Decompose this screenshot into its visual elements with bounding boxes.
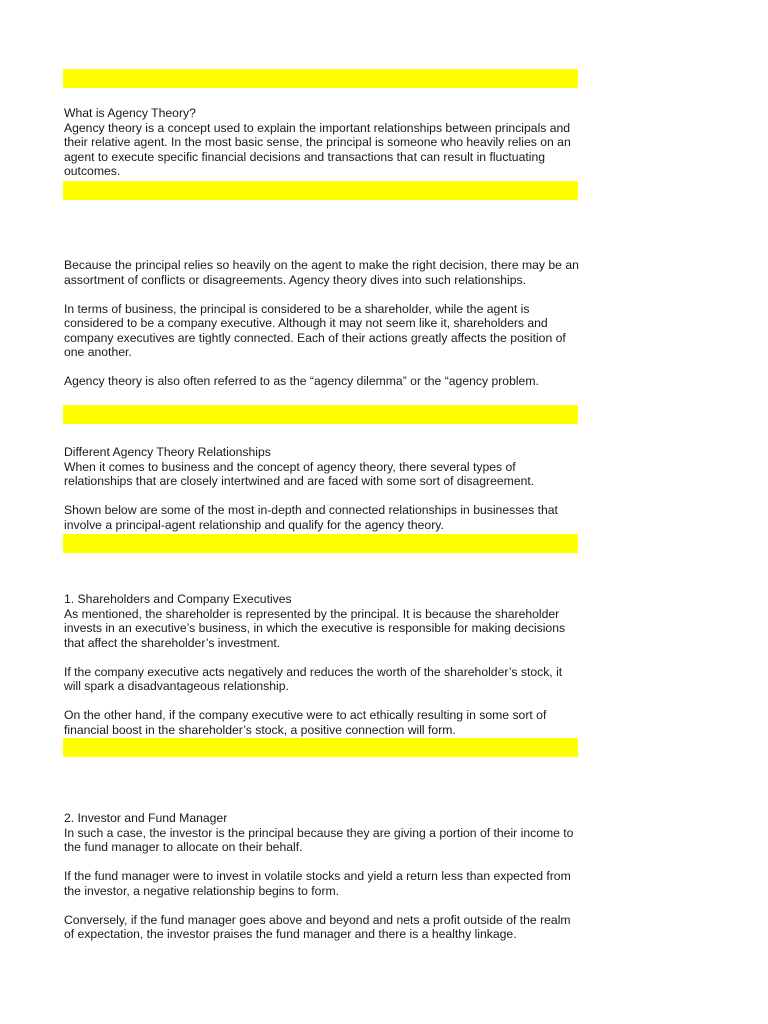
paragraph: 1. Shareholders and Company Executives As mentioned, the shareholder is represented by the principal. It is because the shareholder invests in an executive’s business, in which the executive is responsible for making decisions that affect the shareholder’s investment. (64, 592, 566, 650)
paragraph: Conversely, if the fund manager goes above and beyond and nets a profit outside of the realm of expectation, the investor praises the fund manager and there is a healthy linkage. (64, 912, 571, 942)
section-investor-fund-manager (64, 811, 580, 942)
section-different-relationships (64, 445, 580, 532)
paragraph: If the fund manager were to invest in volatile stocks and yield a return less than expected from the investor, a negative relationship begins to form. (64, 869, 571, 898)
paragraph: In terms of business, the principal is considered to be a shareholder, while the agent is considered to be a company executive. Although it may not seem like it, shareholders and company executives are tightly connected. Each of their actions greatly affects the position of one another. (64, 301, 566, 360)
paragraph: Because the principal relies so heavily on the agent to make the right decision, there may be an assortment of conflicts or disagreements. Agency theory dives into such relationships. (64, 258, 579, 287)
paragraph: If the company executive acts negatively and reduces the worth of the shareholder’s stock, it will spark a disadvantageous relationship. (64, 664, 563, 694)
section-what-is-agency-theory (64, 106, 580, 179)
paragraph: 2. Investor and Fund Manager In such a case, the investor is the principal because they are giving a portion of their income to the fund manager to allocate on their behalf. (64, 811, 574, 855)
section-principal-agent-conflicts (64, 258, 580, 389)
highlight-band (63, 534, 578, 553)
paragraph: Shown below are some of the most in-depth and connected relationships in businesses that involve a principal-agent relationship and qualify for the agency theory. (64, 503, 558, 532)
section-shareholders-executives (64, 592, 580, 738)
highlight-band (63, 69, 578, 88)
paragraph: What is Agency Theory? Agency theory is a concept used to explain the important relationships between principals and their relative agent. In the most basic sense, the principal is someone who heavily relies on an agent to execute specific financial decisions and transactions that can result in fluctuating outcomes. (64, 106, 571, 179)
highlight-band (63, 181, 578, 200)
paragraph: Agency theory is also often referred to as the “agency dilemma” or the “agency problem. (64, 374, 539, 389)
highlight-band (63, 405, 578, 424)
paragraph: Different Agency Theory Relationships When it comes to business and the concept of agency theory, there several types of relationships that are closely intertwined and are faced with some sort of disagreement. (64, 445, 535, 489)
highlight-band (63, 738, 578, 757)
paragraph: On the other hand, if the company executive were to act ethically resulting in some sort of financial boost in the shareholder’s stock, a positive connection will form. (64, 708, 547, 737)
